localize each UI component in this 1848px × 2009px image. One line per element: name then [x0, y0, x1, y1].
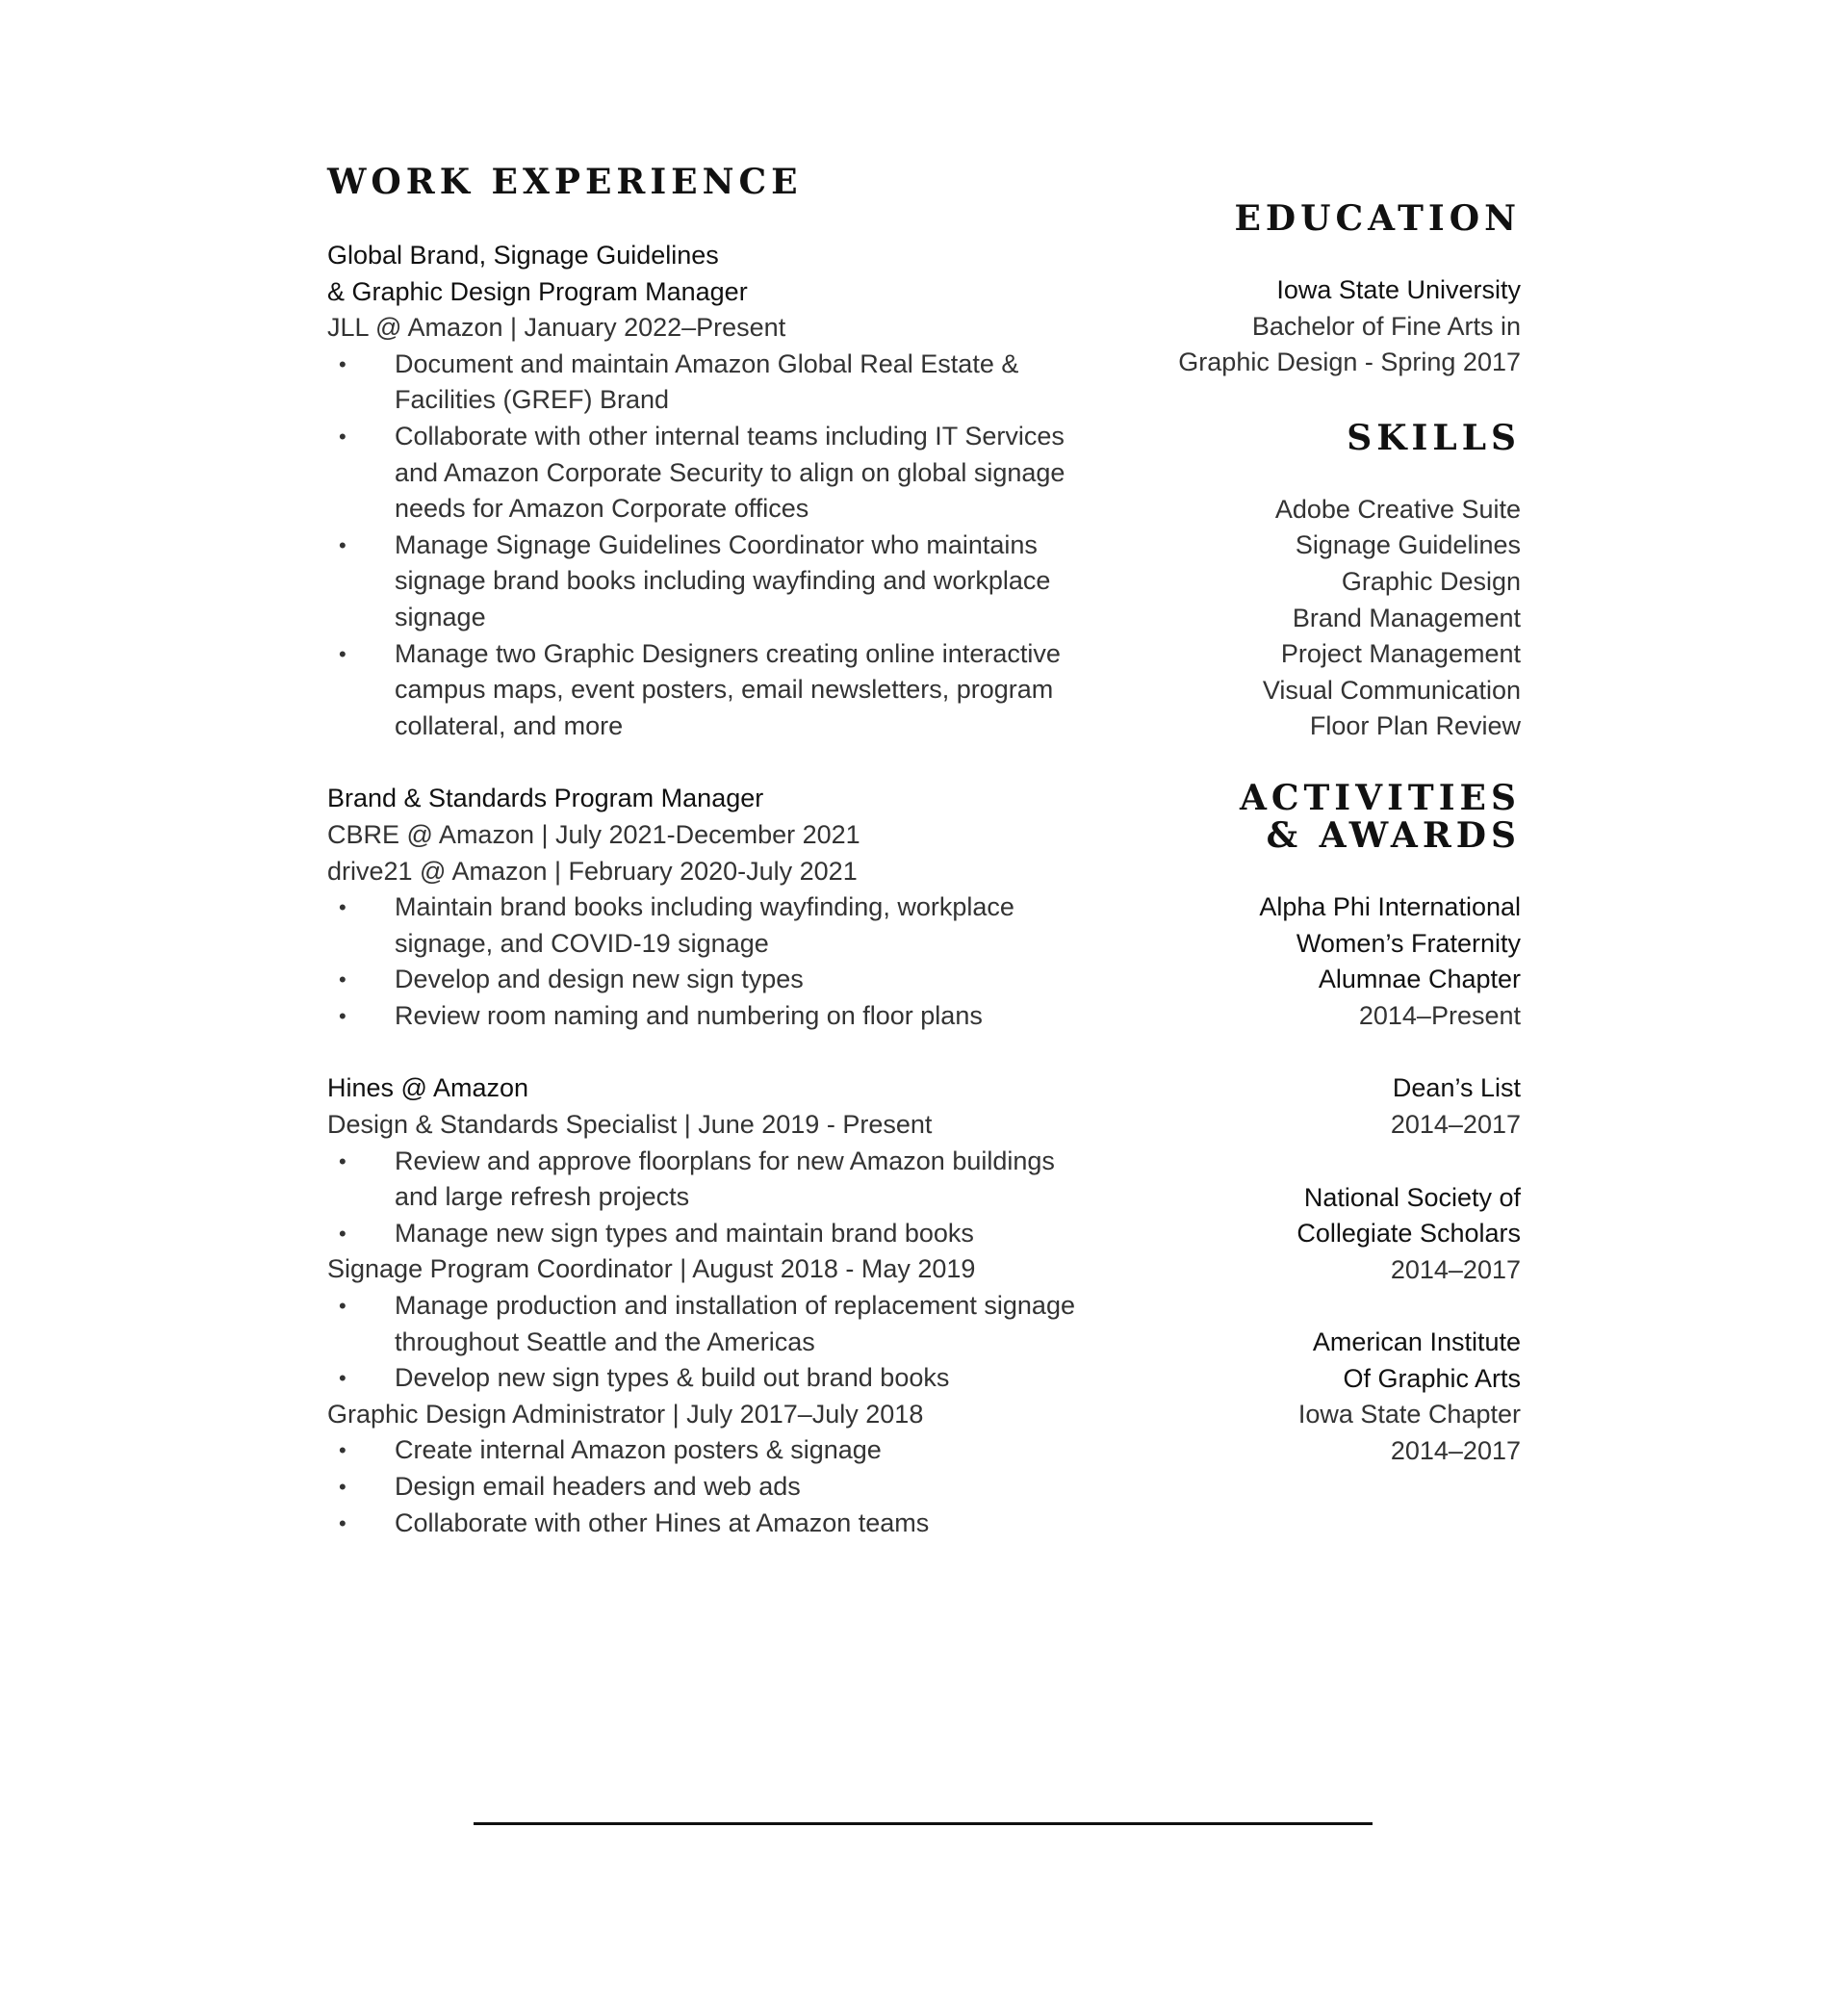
- bullet-dot-icon: •: [339, 895, 346, 920]
- award-detail: Iowa State Chapter: [1297, 1400, 1521, 1429]
- activities-heading: [1059, 777, 1521, 856]
- job-bullet-text: Document and maintain Amazon Global Real Estate & Facilities (GREF) Brand: [395, 348, 1019, 415]
- job-bullet-text: Develop new sign types & build out brand books: [395, 1363, 950, 1393]
- job-title-line: Global Brand, Signage Guidelines: [327, 241, 719, 270]
- job-bullet: [327, 889, 1088, 962]
- award-date: 2014–Present: [1358, 1000, 1521, 1030]
- degree-line: Bachelor of Fine Arts in: [1251, 311, 1521, 341]
- job-bullet: [327, 962, 1088, 998]
- job-subtitle: drive21 @ Amazon | February 2020-July 2021: [327, 856, 858, 886]
- bullet-dot-icon: •: [339, 1221, 346, 1246]
- bullet-dot-icon: •: [339, 1475, 346, 1499]
- activities-heading-line: & AWARDS: [1266, 814, 1521, 856]
- bullet-dot-icon: •: [339, 967, 346, 992]
- job-bullet-text: Develop and design new sign types: [395, 965, 804, 994]
- bullet-dot-icon: •: [339, 532, 346, 557]
- job-subtitle: Design & Standards Specialist | June 2019 - Present: [327, 1110, 933, 1140]
- job-bullet-list: [327, 1288, 1155, 1397]
- job-bullet-text: Manage two Graphic Designers creating online interactive campus maps, event posters, email newsletters, program collateral, and more: [395, 638, 1061, 740]
- award-entry: [1059, 1325, 1521, 1469]
- school-name: Iowa State University: [1276, 275, 1521, 304]
- job-bullet: [327, 1216, 1088, 1252]
- award-name-line: Of Graphic Arts: [1343, 1363, 1521, 1393]
- award-entry: [1059, 1180, 1521, 1289]
- skills-heading: SKILLS: [1347, 417, 1521, 458]
- award-name-line: National Society of: [1303, 1182, 1521, 1212]
- job-entry: [327, 1070, 1155, 1541]
- skill-item: Signage Guidelines: [1295, 530, 1521, 560]
- activities-section: [1059, 777, 1521, 1470]
- job-title-line: Hines @ Amazon: [327, 1073, 528, 1103]
- job-bullet-text: Manage new sign types and maintain brand books: [395, 1218, 974, 1248]
- footer-divider: [474, 1822, 1373, 1825]
- work-experience-heading: WORK EXPERIENCE: [327, 162, 803, 202]
- job-bullet-text: Collaborate with other internal teams including IT Services and Amazon Corporate Security to align on global signage needs for Amazon Corporate offices: [395, 421, 1065, 524]
- bullet-dot-icon: •: [339, 1510, 346, 1535]
- job-bullet-list: [327, 889, 1155, 1034]
- activities-heading-line: ACTIVITIES: [1239, 777, 1521, 818]
- bullet-dot-icon: •: [339, 1294, 346, 1319]
- bullet-dot-icon: •: [339, 351, 346, 376]
- job-entry: [327, 238, 1155, 744]
- job-bullet-list: [327, 1144, 1155, 1252]
- skill-item: Visual Communication: [1262, 675, 1521, 705]
- job-subtitle: Graphic Design Administrator | July 2017–July 2018: [327, 1399, 924, 1429]
- skill-item: Graphic Design: [1341, 566, 1521, 596]
- job-subtitle: JLL @ Amazon | January 2022–Present: [327, 313, 786, 343]
- job-bullet: [327, 1360, 1088, 1397]
- job-bullet: [327, 347, 1088, 419]
- job-bullet: [327, 528, 1088, 636]
- skill-item: Floor Plan Review: [1309, 711, 1521, 741]
- award-name-line: Collegiate Scholars: [1296, 1219, 1521, 1249]
- job-bullet: [327, 1288, 1088, 1360]
- skill-item: Adobe Creative Suite: [1274, 494, 1521, 524]
- award-date: 2014–2017: [1390, 1109, 1521, 1139]
- award-name-line: Alumnae Chapter: [1318, 965, 1521, 994]
- job-bullet-text: Collaborate with other Hines at Amazon teams: [395, 1507, 930, 1537]
- job-bullet: [327, 636, 1088, 745]
- bullet-dot-icon: •: [339, 1148, 346, 1173]
- job-bullet-text: Create internal Amazon posters & signage: [395, 1435, 882, 1465]
- job-bullet-list: [327, 1432, 1155, 1541]
- award-date: 2014–2017: [1390, 1254, 1521, 1284]
- job-bullet-text: Review room naming and numbering on floor plans: [395, 1000, 983, 1030]
- award-name-line: American Institute: [1312, 1327, 1521, 1357]
- education-heading: EDUCATION: [1234, 198, 1521, 239]
- job-bullet: [327, 1144, 1088, 1216]
- bullet-dot-icon: •: [339, 1003, 346, 1028]
- job-bullet: [327, 1469, 1088, 1506]
- job-title-line: Brand & Standards Program Manager: [327, 784, 764, 813]
- skill-item: Project Management: [1280, 639, 1521, 669]
- job-bullet-text: Design email headers and web ads: [395, 1472, 801, 1501]
- award-name-line: Women’s Fraternity: [1296, 928, 1521, 958]
- award-date: 2014–2017: [1390, 1436, 1521, 1466]
- bullet-dot-icon: •: [339, 641, 346, 666]
- job-bullet: [327, 998, 1088, 1035]
- award-entry: [1059, 889, 1521, 1034]
- job-bullet-text: Manage Signage Guidelines Coordinator who maintains signage brand books including wayfinding and workplace signage: [395, 529, 1051, 631]
- skills-section: [1059, 417, 1521, 745]
- job-entry: [327, 781, 1155, 1034]
- job-bullet-list: [327, 347, 1155, 745]
- award-name-line: Dean’s List: [1392, 1073, 1521, 1103]
- award-entry: [1059, 1070, 1521, 1143]
- job-bullet-text: Manage production and installation of replacement signage throughout Seattle and the Americas: [395, 1291, 1075, 1356]
- education-section: [1059, 200, 1521, 381]
- degree-line: Graphic Design - Spring 2017: [1178, 348, 1521, 377]
- skill-item: Brand Management: [1292, 603, 1521, 632]
- award-name-line: Alpha Phi International: [1259, 891, 1521, 921]
- job-bullet-text: Review and approve floorplans for new Amazon buildings and large refresh projects: [395, 1146, 1055, 1212]
- bullet-dot-icon: •: [339, 1366, 346, 1391]
- bullet-dot-icon: •: [339, 424, 346, 449]
- sidebar-column: [1059, 200, 1521, 1507]
- job-subtitle: CBRE @ Amazon | July 2021-December 2021: [327, 819, 860, 849]
- job-bullet-text: Maintain brand books including wayfinding, workplace signage, and COVID-19 signage: [395, 892, 1014, 958]
- job-subtitle: Signage Program Coordinator | August 2018 - May 2019: [327, 1254, 976, 1284]
- work-experience-section: [327, 164, 1155, 1578]
- job-bullet: [327, 1506, 1088, 1542]
- bullet-dot-icon: •: [339, 1438, 346, 1463]
- job-title-line: & Graphic Design Program Manager: [327, 276, 748, 306]
- job-bullet: [327, 419, 1088, 528]
- job-bullet: [327, 1432, 1088, 1469]
